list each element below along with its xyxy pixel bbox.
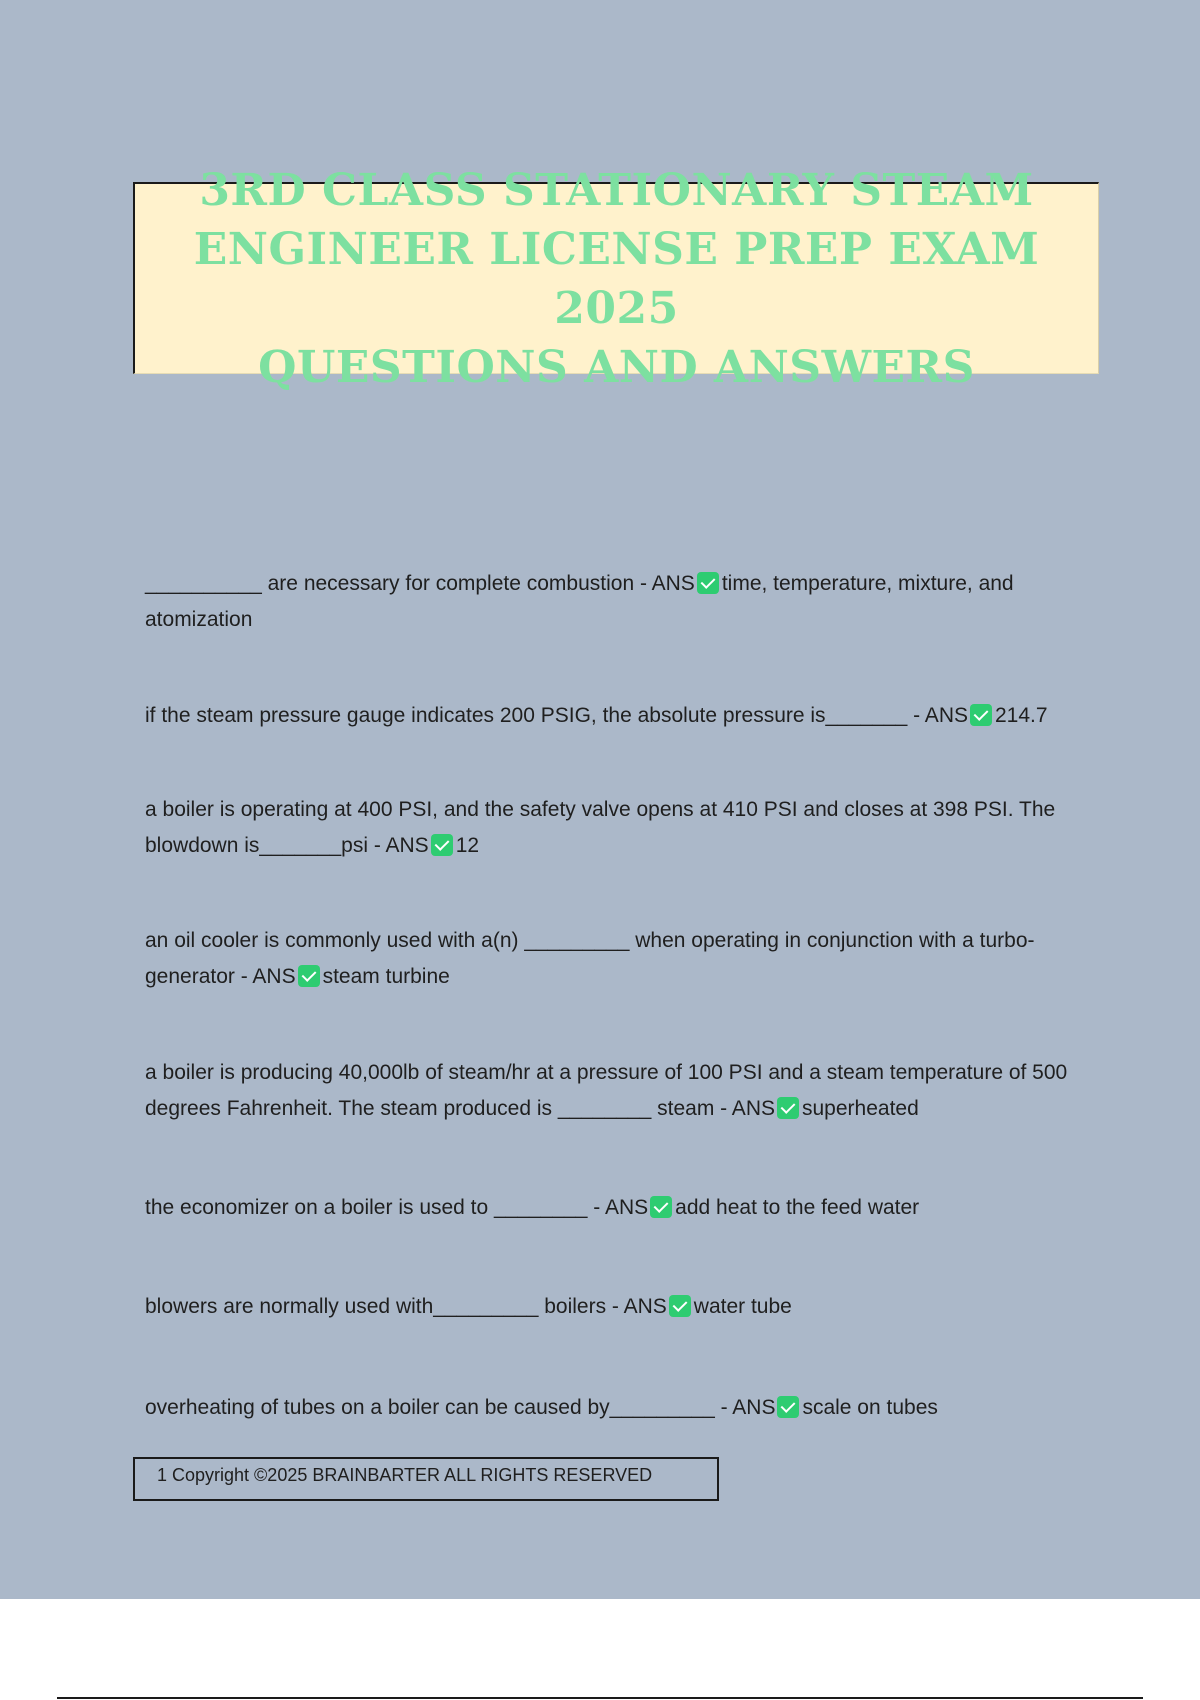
- question-text: a boiler is operating at 400 PSI, and the safety valve opens at 410 PSI and closes at 398 PSI. The blowdown is_______psi - ANS: [145, 798, 1056, 857]
- copyright-text: 1 Copyright ©2025 BRAINBARTER ALL RIGHTS RESERVED: [157, 1465, 653, 1485]
- page-title: [135, 161, 1098, 397]
- answer-text: time, temperature, mixture, and atomization: [145, 572, 1014, 631]
- check-mark-icon: [777, 1097, 799, 1119]
- question-text: an oil cooler is commonly used with a(n) _________ when operating in conjunction with a turbo-generator - ANS: [145, 929, 1035, 988]
- answer-text: superheated: [802, 1097, 919, 1120]
- title-line-1: 3RD CLASS STATIONARY STEAM: [199, 164, 1034, 216]
- question-text: __________ are necessary for complete combustion - ANS: [145, 572, 695, 595]
- qa-item-4: [145, 923, 1090, 995]
- question-text: if the steam pressure gauge indicates 200 PSIG, the absolute pressure is_______ - ANS: [145, 704, 968, 727]
- divider: [57, 1697, 1143, 1699]
- qa-item-8: [145, 1393, 1090, 1423]
- answer-text: 12: [455, 834, 480, 857]
- qa-item-2: [145, 701, 1090, 731]
- check-mark-icon: [669, 1295, 691, 1317]
- qa-item-6: [145, 1193, 1090, 1223]
- title-line-3: QUESTIONS AND ANSWERS: [258, 341, 975, 393]
- answer-text: scale on tubes: [802, 1396, 938, 1419]
- copyright-footer: [133, 1457, 719, 1501]
- title-banner: [133, 164, 1099, 393]
- answer-text: add heat to the feed water: [675, 1196, 920, 1219]
- answer-text: water tube: [693, 1295, 792, 1318]
- qa-item-1: [145, 566, 1090, 638]
- question-text: blowers are normally used with_________ boilers - ANS: [145, 1295, 667, 1318]
- answer-text: steam turbine: [322, 965, 450, 988]
- check-mark-icon: [650, 1196, 672, 1218]
- title-line-2: ENGINEER LICENSE PREP EXAM 2025: [193, 223, 1040, 334]
- answer-text: 214.7: [995, 704, 1048, 727]
- check-mark-icon: [431, 834, 453, 856]
- check-mark-icon: [777, 1396, 799, 1418]
- check-mark-icon: [298, 965, 320, 987]
- question-text: a boiler is producing 40,000lb of steam/hr at a pressure of 100 PSI and a steam temperature of 500 degrees Fahrenheit. The steam produced is ________ steam - ANS: [145, 1061, 1068, 1120]
- check-mark-icon: [697, 572, 719, 594]
- qa-item-3: [145, 792, 1090, 864]
- question-text: the economizer on a boiler is used to ________ - ANS: [145, 1196, 649, 1219]
- qa-item-5: [145, 1055, 1090, 1127]
- check-mark-icon: [970, 704, 992, 726]
- qa-item-7: [145, 1292, 1090, 1322]
- question-text: overheating of tubes on a boiler can be caused by_________ - ANS: [145, 1396, 776, 1419]
